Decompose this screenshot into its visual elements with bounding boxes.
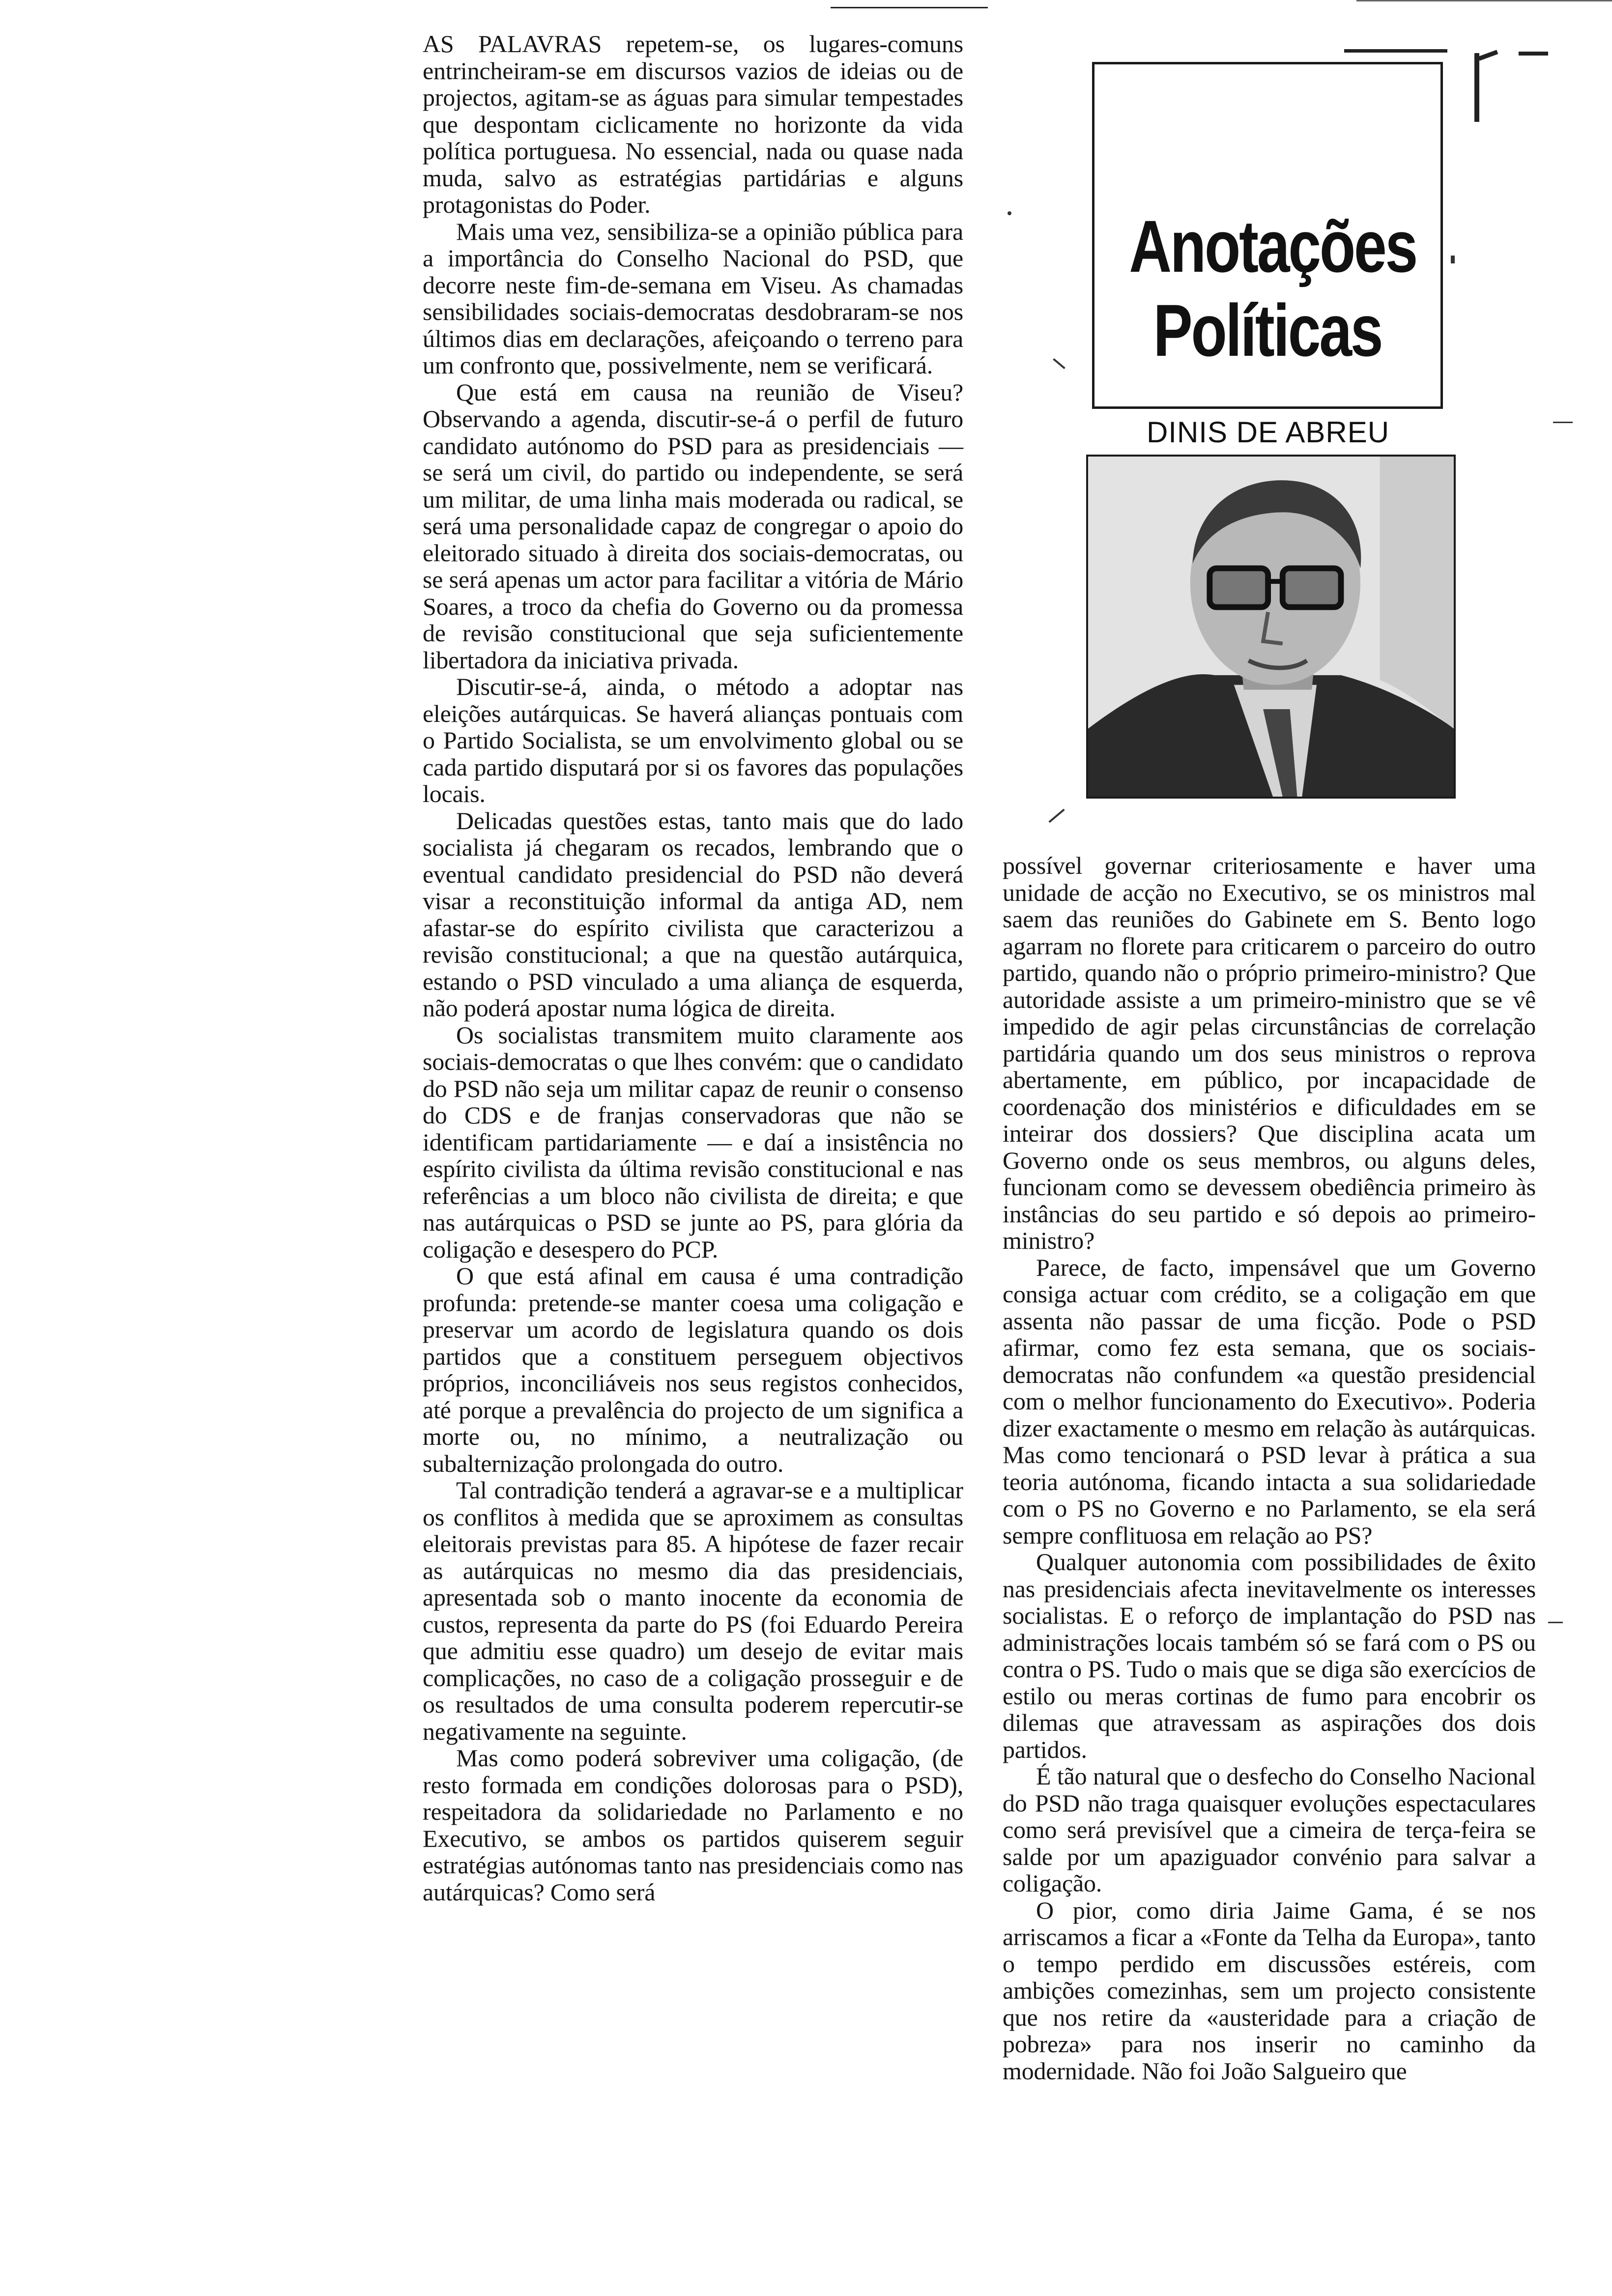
corner-mark-dash xyxy=(1519,52,1548,56)
scan-speck xyxy=(1451,256,1455,263)
column-title-box xyxy=(1092,62,1443,409)
corner-mark xyxy=(1344,49,1447,53)
scan-speck xyxy=(1553,422,1573,423)
top-rule-right xyxy=(1356,0,1612,1)
column-title-line1: Anotações xyxy=(1129,205,1417,287)
paragraph: Qualquer autonomia com possibilidades de êxito nas presidenciais afecta inevitavelmente os interesses socialistas. E o reforço de implantação do PSD nas administrações locais também só se fará com o PS ou contra o PS. Tudo o mais que se diga são exercícios de estilo ou meras cortinas de fumo para encobrir os dilemas que atravessam as aspirações dos dois partidos. xyxy=(1003,1548,1536,1763)
top-rule xyxy=(831,7,988,8)
corner-mark-stroke xyxy=(1478,50,1498,60)
paragraph: Parece, de facto, impensável que um Governo consiga actuar com crédito, se a coligação em que assenta não passar de uma ficção. Pode o PSD afirmar, como fez esta semana, que os sociais-democratas não confundem «a questão presidencial com o melhor funcionamento do Executivo». Poderia dizer exactamente o mesmo em relação às autárquicas. Mas como tencionará o PSD levar à prática a sua teoria autónoma, ficando intacta a sua solidariedade com o PS no Governo e no Parlamento, se ela será sempre conflituosa em relação ao PS? xyxy=(1003,1253,1536,1549)
scan-speck xyxy=(1548,1622,1563,1623)
paragraph: O que está afinal em causa é uma contradição profunda: pretende-se manter coesa uma coligação e preservar um acordo de legislatura quando os dois partidos que a constituem perseguem objectivos próprios, inconciliáveis nos seus registos conhecidos, até porque a prevalência do projecto de um significa a morte ou, no mínimo, a neutralização ou subalternização prolongada do outro. xyxy=(423,1262,963,1477)
article-left-column xyxy=(423,30,963,1905)
paragraph: possível governar criteriosamente e haver uma unidade de acção no Executivo, se os ministros mal saem das reuniões do Gabinete em S. Bento logo agarram no florete para criticarem o parceiro do outro partido, quando não o próprio primeiro-ministro? Que autoridade assiste a um primeiro-ministro que se vê impedido de agir pelas circunstâncias de correlação partidária quando um dos seus ministros o reprova abertamente, em público, por incapacidade de coordenação dos ministérios e dificuldades em se inteirar dos dossiers? Que disciplina acata um Governo onde os seus membros, ou alguns deles, funcionam como se devessem obediência primeiro às instâncias do seu partido e só depois ao primeiro-ministro? xyxy=(1003,852,1536,1254)
corner-mark-vertical xyxy=(1474,53,1479,122)
author-photo xyxy=(1086,455,1456,799)
paragraph: Tal contradição tenderá a agravar-se e a multiplicar os conflitos à medida que se aproximem as consultas eleitorais previstas para 85. A hipótese de fazer recair as autárquicas no mesmo dia das presidenciais, apresentada sob o manto inocente da economia de custos, representa da parte do PS (foi Eduardo Pereira que admitiu esse quadro) um desejo de evitar mais complicações, no caso de a coligação prosseguir e de os resultados de uma consulta poderem repercutir-se negativamente na seguinte. xyxy=(423,1476,963,1745)
paragraph: Mas como poderá sobreviver uma coligação, (de resto formada em condições dolorosas para o PSD), respeitadora da solidariedade no Parlamento e no Executivo, se ambos os partidos quiserem seguir estratégias autónomas tanto nas presidenciais como nas autárquicas? Como será xyxy=(423,1744,963,1906)
author-byline: DINIS DE ABREU xyxy=(1146,416,1390,449)
paragraph: É tão natural que o desfecho do Conselho Nacional do PSD não traga quaisquer evoluções espectaculares como será previsível que a cimeira de terça-feira se salde por um apaziguador convénio para salvar a coligação. xyxy=(1003,1762,1536,1897)
paragraph: Delicadas questões estas, tanto mais que do lado socialista já chegaram os recados, lembrando que o eventual candidato presidencial do PSD não deverá visar a reconstituição informal da antiga AD, nem afastar-se do espírito civilista que caracterizou a revisão constitucional; a que na questão autárquica, estando o PSD vinculado a uma aliança de esquerda, não poderá apostar numa lógica de direita. xyxy=(423,806,963,1022)
column-title-line2: Políticas xyxy=(1153,289,1382,372)
paragraph: O pior, como diria Jaime Gama, é se nos arriscamos a ficar a «Fonte da Telha da Europa», tanto o tempo perdido em discussões estéreis, com ambições comezinhas, sem um projecto consistente que nos retire da «austeridade para a criação de pobreza» para nos inserir no caminho da modernidade. Não foi João Salgueiro que xyxy=(1003,1896,1536,2085)
paragraph: AS PALAVRAS repetem-se, os lugares-comuns entrincheiram-se em discursos vazios de ideias ou de projectos, agitam-se as águas para simular tempestades que despontam ciclicamente no horizonte da vida política portuguesa. No essencial, nada ou quase nada muda, salvo as estratégias partidárias e alguns protagonistas do Poder. xyxy=(423,30,963,218)
paragraph: Discutir-se-á, ainda, o método a adoptar nas eleições autárquicas. Se haverá alianças pontuais com o Partido Socialista, se um envolvimento global ou se cada partido disputará por si os favores das populações locais. xyxy=(423,673,963,807)
paragraph: Os socialistas transmitem muito claramente aos sociais-democratas o que lhes convém: que o candidato do PSD não seja um militar capaz de reunir o consenso do CDS e de franjas conservadoras que não se identificam partidariamente — e daí a insistência no espírito civilista da última revisão constitucional e nas referências a um bloco não civilista de direita; e que nas autárquicas o PSD se junte ao PS, para glória da coligação e desespero do PCP. xyxy=(423,1021,963,1263)
scan-speck xyxy=(1053,358,1065,369)
article-right-column xyxy=(1003,852,1536,2084)
paragraph: Que está em causa na reunião de Viseu? Observando a agenda, discutir-se-á o perfil de futuro candidato autónomo do PSD para as presidenciais — se será um civil, do partido ou independente, se será um militar, de uma linha mais moderada ou radical, se será uma personalidade capaz de congregar o apoio do eleitorado situado à direita dos sociais-democratas, ou se será apenas um actor para facilitar a vitória de Mário Soares, a troco da chefia do Governo ou da promessa de revisão constitucional que seja suficientemente libertadora da iniciativa privada. xyxy=(423,378,963,674)
scan-speck xyxy=(1048,809,1065,823)
paragraph: Mais uma vez, sensibiliza-se a opinião pública para a importância do Conselho Nacional do PSD, que decorre neste fim-de-semana em Viseu. As chamadas sensibilidades sociais-democratas desdobraram-se nos últimos dias em declarações, afeiçoando o terreno para um confronto que, possivelmente, nem se verificará. xyxy=(423,217,963,379)
scan-speck xyxy=(1008,211,1011,215)
